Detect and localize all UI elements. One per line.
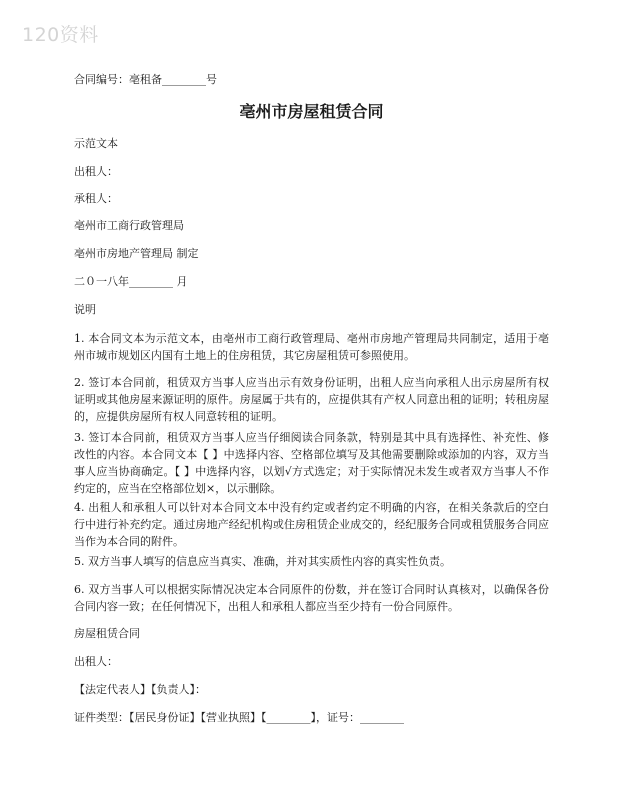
notes-heading: 说明 — [74, 303, 96, 316]
note-item-4: 4. 出租人和承租人可以针对本合同文本中没有约定或者约定不明确的内容，在相关条款后的空白行中进行补充约定。通过房地产经纪机构或住房租赁企业成交的，经纪服务合同或租赁服务合同应当作为本合同的附件。 — [74, 501, 549, 548]
contract-lessor-label: 出租人： — [74, 655, 118, 668]
watermark-logo: 120资料 — [22, 24, 99, 46]
issue-date: 二０一八年________ 月 — [74, 275, 188, 288]
contract-heading: 房屋租赁合同 — [74, 627, 140, 640]
note-item-2: 2. 签订本合同前，租赁双方当事人应当出示有效身份证明，出租人应当向承租人出示房屋所有权证明或其他房屋来源证明的原件。房屋属于共有的，应提供其有产权人同意出租的证明；转租房屋的，应提供房屋所有权人同意转租的证明。 — [74, 376, 549, 423]
lessor-label: 出租人： — [74, 165, 118, 178]
authority-real-estate: 亳州市房地产管理局 制定 — [74, 247, 199, 260]
contract-number: 合同编号：亳租备________号 — [74, 73, 217, 86]
authority-aic: 亳州市工商行政管理局 — [74, 219, 184, 232]
lessee-label: 承租人： — [74, 192, 118, 205]
note-item-3: 3. 签订本合同前，租赁双方当事人应当仔细阅读合同条款，特别是其中具有选择性、补充性、修改性的内容。本合同文本【 】中选择内容、空格部位填写及其他需要删除或添加的内容，双方当事人应当协商确定。【 】中选择内容，以划√方式选定；对于实际情况未发生或者双方当事人不作约定的，应当在空格部位划×，以示删除。 — [74, 431, 549, 495]
document-title: 亳州市房屋租赁合同 — [239, 102, 384, 121]
representative-label: 【法定代表人】【负责人】： — [74, 683, 206, 696]
note-item-5: 5. 双方当事人填写的信息应当真实、准确，并对其实质性内容的真实性负责。 — [74, 555, 451, 568]
id-type-line: 证件类型：【居民身份证】【营业执照】【________】，证号：________ — [74, 711, 404, 724]
note-item-1: 1. 本合同文本为示范文本，由亳州市工商行政管理局、亳州市房地产管理局共同制定，适用于亳州市城市规划区内国有土地上的住房租赁，其它房屋租赁可参照使用。 — [74, 332, 549, 362]
sample-text-label: 示范文本 — [74, 137, 118, 150]
note-item-6: 6. 双方当事人可以根据实际情况决定本合同原件的份数，并在签订合同时认真核对，以确保各份合同内容一致；在任何情况下，出租人和承租人都应当至少持有一份合同原件。 — [74, 583, 549, 613]
